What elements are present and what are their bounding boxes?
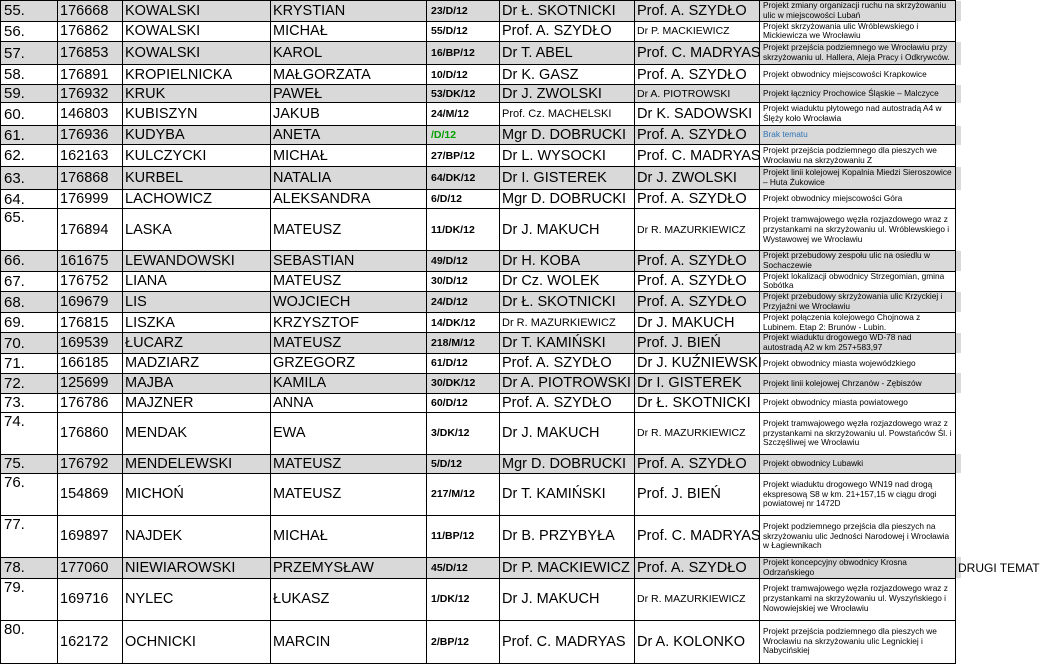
thesis-topic: Projekt przejścia podziemnego we Wrocławiu przy skrzyżowaniu ul. Hallera, Aleja Pracy i Odkrywców. bbox=[760, 42, 956, 65]
table-row bbox=[1, 1, 961, 22]
student-index: 169539 bbox=[58, 333, 123, 354]
supervisor: Dr R. MAZURKIEWICZ bbox=[500, 312, 635, 333]
table-row bbox=[1, 515, 961, 557]
student-surname: LACHOWICZ bbox=[123, 190, 271, 209]
student-firstname: ALEKSANDRA bbox=[271, 190, 427, 209]
student-firstname: ŁUKASZ bbox=[271, 578, 427, 620]
thesis-topic: Projekt obwodnicy miasta powiatowego bbox=[760, 393, 956, 412]
supervisor: Dr A. PIOTROWSKI bbox=[500, 373, 635, 393]
note bbox=[956, 167, 961, 190]
student-surname: MICHOŃ bbox=[123, 473, 271, 515]
student-surname: KUDYBA bbox=[123, 126, 271, 145]
reviewer: Dr R. MAZURKIEWICZ bbox=[635, 578, 760, 620]
table-row bbox=[1, 393, 961, 412]
student-index: 154869 bbox=[58, 473, 123, 515]
table-row bbox=[1, 42, 961, 65]
reviewer: Dr J. KUŹNIEWSKI bbox=[635, 353, 760, 373]
student-index: 162172 bbox=[58, 620, 123, 663]
group-code: 10/D/12 bbox=[427, 65, 500, 85]
table-row bbox=[1, 271, 961, 292]
note bbox=[956, 333, 961, 354]
note: DRUGI TEMAT bbox=[958, 560, 1040, 575]
group-code: 24/M/12 bbox=[427, 103, 500, 126]
student-index: 176853 bbox=[58, 42, 123, 65]
table-row bbox=[1, 21, 961, 42]
supervisor: Dr T. KAMIŃSKI bbox=[500, 473, 635, 515]
reviewer: Prof. A. SZYDŁO bbox=[635, 271, 760, 292]
student-index: 162163 bbox=[58, 145, 123, 167]
student-surname: LIS bbox=[123, 292, 271, 313]
row-number: 67. bbox=[1, 271, 58, 292]
supervisor: Dr J. MAKUCH bbox=[500, 412, 635, 454]
reviewer: Prof. A. SZYDŁO bbox=[635, 557, 760, 578]
supervisor: Dr L. WYSOCKI bbox=[500, 145, 635, 167]
reviewer: Prof. C. MADRYAS bbox=[635, 42, 760, 65]
note bbox=[956, 271, 961, 292]
supervisor: Prof. A. SZYDŁO bbox=[500, 393, 635, 412]
reviewer: Prof. A. SZYDŁO bbox=[635, 251, 760, 272]
student-surname: MENDELEWSKI bbox=[123, 454, 271, 473]
student-index: 176999 bbox=[58, 190, 123, 209]
student-index: 166185 bbox=[58, 353, 123, 373]
note bbox=[956, 1, 961, 22]
student-surname: ŁUCARZ bbox=[123, 333, 271, 354]
student-surname: KOWALSKI bbox=[123, 21, 271, 42]
group-code: 5/D/12 bbox=[427, 454, 500, 473]
student-surname: KOWALSKI bbox=[123, 1, 271, 22]
row-number: 74. bbox=[1, 412, 58, 454]
thesis-topic: Projekt podziemnego przejścia dla pieszych na skrzyżowaniu ulic Jedności Narodowej i Wrocławia w Łagiewnikach bbox=[760, 515, 956, 557]
reviewer: Prof. J. BIEŃ bbox=[635, 473, 760, 515]
supervisor: Dr I. GISTEREK bbox=[500, 167, 635, 190]
row-number: 77. bbox=[1, 515, 58, 557]
supervisor: Mgr D. DOBRUCKI bbox=[500, 126, 635, 145]
thesis-topic: Projekt przejścia podziemnego dla pieszych we Wrocławiu na skrzyżowaniu Z bbox=[760, 145, 956, 167]
reviewer: Dr I. GISTEREK bbox=[635, 373, 760, 393]
student-index: 176786 bbox=[58, 393, 123, 412]
table-row bbox=[1, 373, 961, 393]
note bbox=[956, 65, 961, 85]
student-index: 169897 bbox=[58, 515, 123, 557]
student-surname: MADZIARZ bbox=[123, 353, 271, 373]
note bbox=[956, 42, 961, 65]
reviewer: Dr J. MAKUCH bbox=[635, 312, 760, 333]
table-row bbox=[1, 292, 961, 313]
supervisor: Prof. A. SZYDŁO bbox=[500, 353, 635, 373]
group-code: 11/DK/12 bbox=[427, 209, 500, 251]
student-surname: KROPIELNICKA bbox=[123, 65, 271, 85]
group-code: 30/DK/12 bbox=[427, 373, 500, 393]
row-number: 68. bbox=[1, 292, 58, 313]
reviewer: Dr J. ZWOLSKI bbox=[635, 167, 760, 190]
student-firstname: NATALIA bbox=[271, 167, 427, 190]
group-code: 61/D/12 bbox=[427, 353, 500, 373]
student-index: 125699 bbox=[58, 373, 123, 393]
table-row bbox=[1, 312, 961, 333]
row-number: 62. bbox=[1, 145, 58, 167]
note bbox=[956, 103, 961, 126]
student-index: 176668 bbox=[58, 1, 123, 22]
row-number: 66. bbox=[1, 251, 58, 272]
student-surname: KULCZYCKI bbox=[123, 145, 271, 167]
table-row bbox=[1, 65, 961, 85]
student-index: 176860 bbox=[58, 412, 123, 454]
row-number: 71. bbox=[1, 353, 58, 373]
table-row bbox=[1, 209, 961, 251]
group-code: 2/BP/12 bbox=[427, 620, 500, 663]
thesis-topic: Projekt koncepcyjny obwodnicy Krosna Odrzańskiego bbox=[760, 557, 956, 578]
group-code: 27/BP/12 bbox=[427, 145, 500, 167]
thesis-topic: Projekt łącznicy Prochowice Śląskie – Malczyce bbox=[760, 85, 956, 103]
reviewer: Dr P. MACKIEWICZ bbox=[635, 21, 760, 42]
group-code: 64/DK/12 bbox=[427, 167, 500, 190]
table-row bbox=[1, 145, 961, 167]
student-firstname: MAŁGORZATA bbox=[271, 65, 427, 85]
thesis-topic: Projekt przebudowy skrzyżowania ulic Krzyckiej i Przyjaźni we Wrocławiu bbox=[760, 292, 956, 313]
reviewer: Prof. C. MADRYAS bbox=[635, 515, 760, 557]
supervisor: Dr Ł. SKOTNICKI bbox=[500, 292, 635, 313]
thesis-topic: Projekt zmiany organizacji ruchu na skrzyżowaniu ulic w miejscowości Lubań bbox=[760, 1, 956, 22]
student-firstname: ANNA bbox=[271, 393, 427, 412]
student-firstname: KAROL bbox=[271, 42, 427, 65]
note bbox=[956, 126, 961, 145]
thesis-topic: Projekt wiaduktu drogowego WD-78 nad autostradą A2 w km 257+583,97 bbox=[760, 333, 956, 354]
group-code: 217/M/12 bbox=[427, 473, 500, 515]
row-number: 79. bbox=[1, 578, 58, 620]
thesis-topic: Projekt lokalizacji obwodnicy Strzegomian, gmina Sobótka bbox=[760, 271, 956, 292]
student-firstname: MATEUSZ bbox=[271, 209, 427, 251]
student-index: 176752 bbox=[58, 271, 123, 292]
student-firstname: PAWEŁ bbox=[271, 85, 427, 103]
thesis-topic: Projekt skrzyżowania ulic Wróblewskiego i Mickiewicza we Wrocławiu bbox=[760, 21, 956, 42]
note bbox=[956, 190, 961, 209]
student-surname: KOWALSKI bbox=[123, 42, 271, 65]
group-code: 55/D/12 bbox=[427, 21, 500, 42]
student-firstname: MATEUSZ bbox=[271, 333, 427, 354]
student-surname: LEWANDOWSKI bbox=[123, 251, 271, 272]
student-index: 176815 bbox=[58, 312, 123, 333]
note bbox=[956, 251, 961, 272]
student-surname: NIEWIAROWSKI bbox=[123, 557, 271, 578]
supervisor: Dr Cz. WOLEK bbox=[500, 271, 635, 292]
group-code: 1/DK/12 bbox=[427, 578, 500, 620]
student-firstname: SEBASTIAN bbox=[271, 251, 427, 272]
supervisor: Mgr D. DOBRUCKI bbox=[500, 454, 635, 473]
table-row bbox=[1, 85, 961, 103]
note bbox=[956, 515, 961, 557]
reviewer: Prof. A. SZYDŁO bbox=[635, 292, 760, 313]
row-number: 64. bbox=[1, 190, 58, 209]
group-code: 16/BP/12 bbox=[427, 42, 500, 65]
student-surname: MAJBA bbox=[123, 373, 271, 393]
row-number: 59. bbox=[1, 85, 58, 103]
note bbox=[956, 292, 961, 313]
student-surname: KRUK bbox=[123, 85, 271, 103]
student-index: 176932 bbox=[58, 85, 123, 103]
supervisor: Mgr D. DOBRUCKI bbox=[500, 190, 635, 209]
supervisor: Dr K. GASZ bbox=[500, 65, 635, 85]
student-index: 176868 bbox=[58, 167, 123, 190]
row-number: 76. bbox=[1, 473, 58, 515]
student-firstname: GRZEGORZ bbox=[271, 353, 427, 373]
note bbox=[956, 412, 961, 454]
student-firstname: MICHAŁ bbox=[271, 21, 427, 42]
supervisor: Prof. Cz. MACHELSKI bbox=[500, 103, 635, 126]
group-code: 3/DK/12 bbox=[427, 412, 500, 454]
row-number: 61. bbox=[1, 126, 58, 145]
student-firstname: MICHAŁ bbox=[271, 515, 427, 557]
student-index: 177060 bbox=[58, 557, 123, 578]
student-firstname: KRYSTIAN bbox=[271, 1, 427, 22]
thesis-topic: Projekt tramwajowego węzła rozjazdowego wraz z przystankami na skrzyżowaniu ul. Powstańców Śl. i Szczęśliwej we Wrocławiu bbox=[760, 412, 956, 454]
student-index: 146803 bbox=[58, 103, 123, 126]
student-surname: MAJZNER bbox=[123, 393, 271, 412]
supervisor: Dr T. KAMIŃSKI bbox=[500, 333, 635, 354]
group-code: 45/D/12 bbox=[427, 557, 500, 578]
group-code: 49/D/12 bbox=[427, 251, 500, 272]
table-row bbox=[1, 557, 961, 578]
group-code: 60/D/12 bbox=[427, 393, 500, 412]
student-firstname: PRZEMYSŁAW bbox=[271, 557, 427, 578]
table-row bbox=[1, 251, 961, 272]
reviewer: Prof. J. BIEŃ bbox=[635, 333, 760, 354]
note bbox=[956, 620, 961, 663]
note bbox=[956, 312, 961, 333]
supervisor: Dr Ł. SKOTNICKI bbox=[500, 1, 635, 22]
thesis-topic: Projekt tramwajowego węzła rozjazdowego wraz z przystankami na skrzyżowaniu ul. Wyszyńskiego i Nowowiejskiej we Wrocławiu bbox=[760, 578, 956, 620]
table-row bbox=[1, 412, 961, 454]
note bbox=[956, 454, 961, 473]
note bbox=[956, 21, 961, 42]
supervisor: Dr H. KOBA bbox=[500, 251, 635, 272]
group-code: /D/12 bbox=[427, 126, 500, 145]
supervisor: Dr J. MAKUCH bbox=[500, 209, 635, 251]
thesis-topic: Projekt przejścia podziemnego dla pieszych we Wrocławiu na skrzyżowaniu ulic Legnickiej i Nabycińskiej bbox=[760, 620, 956, 663]
student-surname: KUBISZYN bbox=[123, 103, 271, 126]
student-firstname: KRZYSZTOF bbox=[271, 312, 427, 333]
row-number: 80. bbox=[1, 620, 58, 663]
thesis-topic: Projekt obwodnicy miejscowości Góra bbox=[760, 190, 956, 209]
student-surname: OCHNICKI bbox=[123, 620, 271, 663]
row-number: 70. bbox=[1, 333, 58, 354]
student-firstname: WOJCIECH bbox=[271, 292, 427, 313]
row-number: 72. bbox=[1, 373, 58, 393]
thesis-topic: Brak tematu bbox=[760, 126, 956, 145]
student-firstname: ANETA bbox=[271, 126, 427, 145]
student-firstname: MATEUSZ bbox=[271, 454, 427, 473]
thesis-topic: Projekt przebudowy zespołu ulic na osiedlu w Sochaczewie bbox=[760, 251, 956, 272]
thesis-topic: Projekt obwodnicy miejscowości Krapkowice bbox=[760, 65, 956, 85]
table-row bbox=[1, 190, 961, 209]
supervisor: Prof. C. MADRYAS bbox=[500, 620, 635, 663]
student-surname: LISZKA bbox=[123, 312, 271, 333]
supervisor: Dr P. MACKIEWICZ bbox=[500, 557, 635, 578]
group-code: 24/D/12 bbox=[427, 292, 500, 313]
row-number: 75. bbox=[1, 454, 58, 473]
reviewer: Dr A. PIOTROWSKI bbox=[635, 85, 760, 103]
student-index: 169679 bbox=[58, 292, 123, 313]
reviewer: Dr R. MAZURKIEWICZ bbox=[635, 412, 760, 454]
student-firstname: MATEUSZ bbox=[271, 473, 427, 515]
student-firstname: MARCIN bbox=[271, 620, 427, 663]
supervisor: Dr B. PRZYBYŁA bbox=[500, 515, 635, 557]
note bbox=[956, 373, 961, 393]
group-code: 23/D/12 bbox=[427, 1, 500, 22]
row-number: 56. bbox=[1, 21, 58, 42]
thesis-topic: Projekt połączenia kolejowego Chojnowa z Lubinem. Etap 2: Brunów - Lubin. bbox=[760, 312, 956, 333]
row-number: 60. bbox=[1, 103, 58, 126]
group-code: 14/DK/12 bbox=[427, 312, 500, 333]
table-row bbox=[1, 620, 961, 663]
note bbox=[956, 473, 961, 515]
group-code: 53/DK/12 bbox=[427, 85, 500, 103]
thesis-topic: Projekt tramwajowego węzła rozjazdowego wraz z przystankami na skrzyżowaniu ul. Wróblewskiego i Wystawowej we Wrocławiu bbox=[760, 209, 956, 251]
student-index: 176936 bbox=[58, 126, 123, 145]
supervisor: Dr J. ZWOLSKI bbox=[500, 85, 635, 103]
reviewer: Prof. A. SZYDŁO bbox=[635, 65, 760, 85]
row-number: 69. bbox=[1, 312, 58, 333]
note bbox=[956, 145, 961, 167]
table-row bbox=[1, 126, 961, 145]
supervisor: Prof. A. SZYDŁO bbox=[500, 21, 635, 42]
student-surname: NYLEC bbox=[123, 578, 271, 620]
student-index: 169716 bbox=[58, 578, 123, 620]
student-firstname: MICHAŁ bbox=[271, 145, 427, 167]
thesis-topic: Projekt wiaduktu drogowego WN19 nad drogą ekspresową S8 w km. 21+157,15 w ciągu drogi powiatowej nr 1472D bbox=[760, 473, 956, 515]
row-number: 73. bbox=[1, 393, 58, 412]
table-row bbox=[1, 103, 961, 126]
student-firstname: JAKUB bbox=[271, 103, 427, 126]
thesis-topic: Projekt wiaduktu płytowego nad autostradą A4 w Ślęży koło Wrocławia bbox=[760, 103, 956, 126]
row-number: 55. bbox=[1, 1, 58, 22]
student-index: 161675 bbox=[58, 251, 123, 272]
student-firstname: EWA bbox=[271, 412, 427, 454]
student-surname: KURBEL bbox=[123, 167, 271, 190]
thesis-topic: Projekt obwodnicy Lubawki bbox=[760, 454, 956, 473]
student-firstname: MATEUSZ bbox=[271, 271, 427, 292]
note bbox=[956, 393, 961, 412]
reviewer: Dr R. MAZURKIEWICZ bbox=[635, 209, 760, 251]
student-firstname: KAMILA bbox=[271, 373, 427, 393]
row-number: 58. bbox=[1, 65, 58, 85]
note bbox=[956, 85, 961, 103]
table-row bbox=[1, 454, 961, 473]
note bbox=[956, 578, 961, 620]
row-number: 65. bbox=[1, 209, 58, 251]
table-row bbox=[1, 578, 961, 620]
reviewer: Dr K. SADOWSKI bbox=[635, 103, 760, 126]
group-code: 218/M/12 bbox=[427, 333, 500, 354]
supervisor: Dr J. MAKUCH bbox=[500, 578, 635, 620]
reviewer: Prof. A. SZYDŁO bbox=[635, 190, 760, 209]
thesis-topic: Projekt linii kolejowej Chrzanów - Zębiszów bbox=[760, 373, 956, 393]
student-index: 176894 bbox=[58, 209, 123, 251]
supervisor: Dr T. ABEL bbox=[500, 42, 635, 65]
reviewer: Dr Ł. SKOTNICKI bbox=[635, 393, 760, 412]
reviewer: Prof. A. SZYDŁO bbox=[635, 454, 760, 473]
row-number: 57. bbox=[1, 42, 58, 65]
student-index: 176862 bbox=[58, 21, 123, 42]
student-surname: LIANA bbox=[123, 271, 271, 292]
table-row bbox=[1, 167, 961, 190]
reviewer: Prof. A. SZYDŁO bbox=[635, 1, 760, 22]
reviewer: Prof. A. SZYDŁO bbox=[635, 126, 760, 145]
note bbox=[956, 353, 961, 373]
row-number: 78. bbox=[1, 557, 58, 578]
group-code: 30/D/12 bbox=[427, 271, 500, 292]
table-row bbox=[1, 353, 961, 373]
reviewer: Dr A. KOLONKO bbox=[635, 620, 760, 663]
student-surname: MENDAK bbox=[123, 412, 271, 454]
student-surname: NAJDEK bbox=[123, 515, 271, 557]
table-row bbox=[1, 473, 961, 515]
group-code: 6/D/12 bbox=[427, 190, 500, 209]
thesis-topic: Projekt obwodnicy miasta wojewódzkiego bbox=[760, 353, 956, 373]
reviewer: Prof. C. MADRYAS bbox=[635, 145, 760, 167]
student-surname: LASKA bbox=[123, 209, 271, 251]
student-index: 176792 bbox=[58, 454, 123, 473]
thesis-topic: Projekt linii kolejowej Kopalnia Miedzi Sieroszowice – Huta Żukowice bbox=[760, 167, 956, 190]
group-code: 11/BP/12 bbox=[427, 515, 500, 557]
table-row bbox=[1, 333, 961, 354]
note bbox=[956, 209, 961, 251]
student-index: 176891 bbox=[58, 65, 123, 85]
row-number: 63. bbox=[1, 167, 58, 190]
